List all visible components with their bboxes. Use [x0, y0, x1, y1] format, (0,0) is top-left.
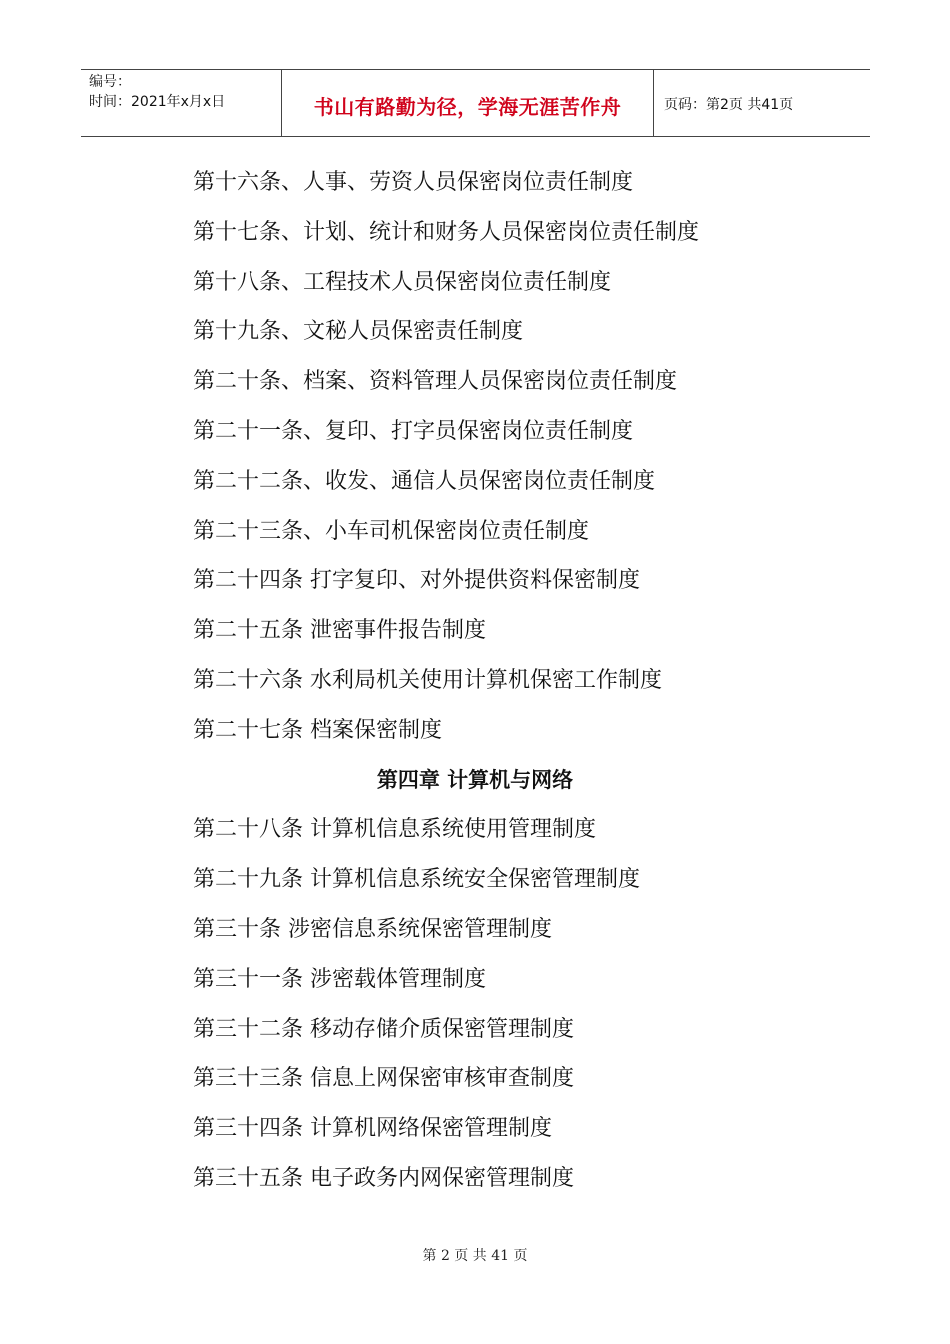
list-item: 第二十二条、收发、通信人员保密岗位责任制度 — [193, 468, 656, 494]
page-footer: 第 2 页 共 41 页 — [422, 1248, 528, 1264]
list-item: 第三十条 涉密信息系统保密管理制度 — [193, 916, 552, 942]
list-item: 第二十七条 档案保密制度 — [193, 717, 442, 743]
list-item: 第二十九条 计算机信息系统安全保密管理制度 — [193, 867, 640, 893]
list-item: 第二十五条 泄密事件报告制度 — [193, 618, 486, 644]
chapter-heading: 第四章 计算机与网络 — [376, 767, 574, 792]
list-item: 第三十五条 电子政务内网保密管理制度 — [193, 1165, 574, 1191]
list-item: 第三十一条 涉密载体管理制度 — [193, 966, 486, 992]
list-item: 第二十条、档案、资料管理人员保密岗位责任制度 — [193, 369, 678, 395]
time-label: 时间：2021年x月x日 — [89, 94, 226, 110]
list-item: 第二十一条、复印、打字员保密岗位责任制度 — [193, 418, 634, 444]
number-label: 编号： — [89, 74, 131, 90]
document-body — [193, 158, 853, 1204]
header-motto: 书山有路勤为径，学海无涯苦作舟 — [282, 70, 654, 136]
list-item: 第十七条、计划、统计和财务人员保密岗位责任制度 — [193, 219, 700, 245]
list-item: 第三十二条 移动存储介质保密管理制度 — [193, 1016, 574, 1042]
list-item: 第二十三条、小车司机保密岗位责任制度 — [193, 518, 590, 544]
list-item: 第二十四条 打字复印、对外提供资料保密制度 — [193, 568, 640, 594]
list-item: 第十八条、工程技术人员保密岗位责任制度 — [193, 269, 612, 295]
list-item: 第三十四条 计算机网络保密管理制度 — [193, 1116, 552, 1142]
list-item: 第二十六条 水利局机关使用计算机保密工作制度 — [193, 667, 662, 693]
list-item: 第二十八条 计算机信息系统使用管理制度 — [193, 817, 596, 843]
list-item: 第三十三条 信息上网保密审核审查制度 — [193, 1066, 574, 1092]
list-item: 第十九条、文秘人员保密责任制度 — [193, 319, 524, 345]
page-header — [81, 69, 870, 137]
header-meta — [81, 70, 282, 136]
list-item: 第十六条、人事、劳资人员保密岗位责任制度 — [193, 170, 634, 195]
header-page-info: 页码：第2页 共41页 — [664, 97, 794, 113]
